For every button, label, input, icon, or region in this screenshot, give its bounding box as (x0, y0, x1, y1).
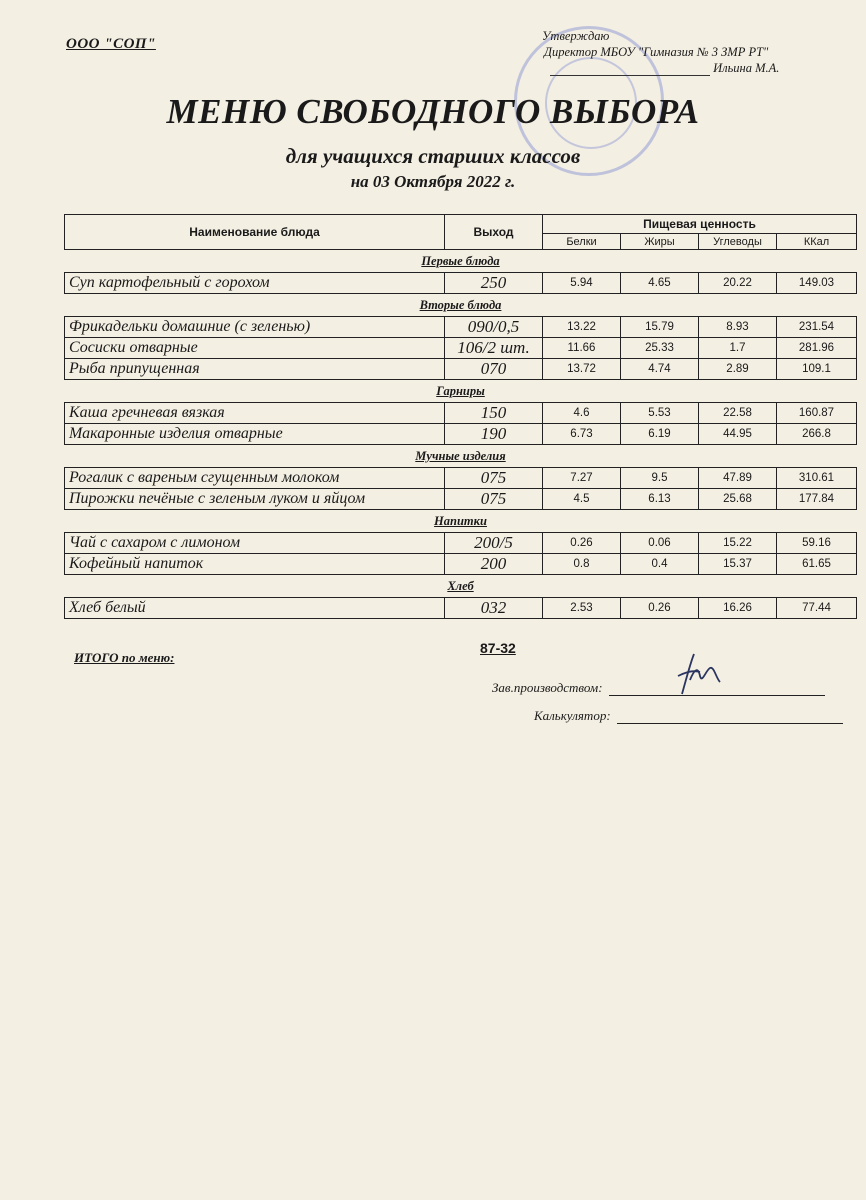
page-subtitle: для учащихся старших классов (285, 144, 581, 168)
dish-output: 190 (445, 424, 543, 445)
dish-protein: 11.66 (543, 338, 621, 359)
dish-kcal: 160.87 (777, 403, 857, 424)
dish-kcal: 177.84 (777, 489, 857, 510)
dish-protein: 0.8 (543, 554, 621, 575)
dish-name: Каша гречневая вязкая (65, 403, 445, 424)
dish-kcal: 149.03 (777, 273, 857, 294)
section-header (65, 380, 857, 403)
table-row (65, 554, 857, 575)
dish-fat: 4.74 (621, 359, 699, 380)
section-header (65, 294, 857, 317)
section-header (65, 445, 857, 468)
dish-fat: 0.06 (621, 533, 699, 554)
dish-fat: 5.53 (621, 403, 699, 424)
dish-output: 075 (445, 489, 543, 510)
dish-carbs: 2.89 (699, 359, 777, 380)
table-row (65, 598, 857, 619)
dish-protein: 4.5 (543, 489, 621, 510)
menu-table (64, 214, 857, 619)
dish-protein: 7.27 (543, 468, 621, 489)
calculator-signature (534, 708, 843, 724)
dish-output: 032 (445, 598, 543, 619)
signature-line (617, 723, 843, 724)
table-row (65, 533, 857, 554)
production-head-signature (492, 680, 825, 696)
section-title: Мучные изделия (415, 448, 506, 463)
section-title: Вторые блюда (419, 297, 502, 312)
header-nutrition: Пищевая ценность (543, 215, 857, 234)
dish-carbs: 8.93 (699, 317, 777, 338)
dish-fat: 4.65 (621, 273, 699, 294)
dish-fat: 0.4 (621, 554, 699, 575)
approval-block (542, 28, 779, 76)
dish-kcal: 109.1 (777, 359, 857, 380)
table-row (65, 489, 857, 510)
dish-output: 106/2 шт. (445, 338, 543, 359)
dish-protein: 4.6 (543, 403, 621, 424)
dish-carbs: 20.22 (699, 273, 777, 294)
dish-name: Пирожки печёные с зеленым луком и яйцом (65, 489, 445, 510)
dish-output: 200 (445, 554, 543, 575)
dish-protein: 13.72 (543, 359, 621, 380)
approval-director: Директор МБОУ "Гимназия № 3 ЗМР РТ" (544, 45, 769, 59)
menu-date: на 03 Октября 2022 г. (350, 172, 516, 191)
dish-fat: 6.13 (621, 489, 699, 510)
approval-signature-line (550, 75, 710, 76)
dish-carbs: 15.37 (699, 554, 777, 575)
section-header (65, 250, 857, 273)
dish-fat: 0.26 (621, 598, 699, 619)
dish-fat: 15.79 (621, 317, 699, 338)
dish-output: 075 (445, 468, 543, 489)
dish-kcal: 61.65 (777, 554, 857, 575)
dish-protein: 2.53 (543, 598, 621, 619)
table-row (65, 317, 857, 338)
approval-name: Ильина М.А. (713, 61, 780, 75)
section-title: Хлеб (447, 578, 474, 593)
dish-kcal: 266.8 (777, 424, 857, 445)
section-header (65, 575, 857, 598)
dish-output: 200/5 (445, 533, 543, 554)
header-protein: Белки (543, 234, 621, 250)
calculator-label: Калькулятор: (534, 708, 611, 723)
dish-kcal: 77.44 (777, 598, 857, 619)
dish-name: Рыба припущенная (65, 359, 445, 380)
table-row (65, 403, 857, 424)
approval-line: Утверждаю (542, 29, 610, 43)
dish-protein: 13.22 (543, 317, 621, 338)
dish-fat: 25.33 (621, 338, 699, 359)
organization-name: ООО "СОП" (66, 36, 156, 52)
total-label: ИТОГО по меню: (74, 650, 175, 665)
header-fat: Жиры (621, 234, 699, 250)
dish-name: Кофейный напиток (65, 554, 445, 575)
dish-carbs: 16.26 (699, 598, 777, 619)
dish-fat: 6.19 (621, 424, 699, 445)
dish-carbs: 1.7 (699, 338, 777, 359)
dish-name: Фрикадельки домашние (с зеленью) (65, 317, 445, 338)
table-row (65, 338, 857, 359)
table-row (65, 424, 857, 445)
section-title: Напитки (434, 513, 487, 528)
dish-protein: 0.26 (543, 533, 621, 554)
dish-carbs: 47.89 (699, 468, 777, 489)
handwritten-signature-icon (660, 650, 730, 698)
section-header (65, 510, 857, 533)
header-dish-name: Наименование блюда (65, 215, 445, 250)
dish-output: 250 (445, 273, 543, 294)
dish-name: Сосиски отварные (65, 338, 445, 359)
dish-fat: 9.5 (621, 468, 699, 489)
section-title: Гарниры (436, 383, 485, 398)
table-row (65, 273, 857, 294)
dish-output: 090/0,5 (445, 317, 543, 338)
header-kcal: ККал (777, 234, 857, 250)
dish-name: Макаронные изделия отварные (65, 424, 445, 445)
dish-kcal: 59.16 (777, 533, 857, 554)
production-head-label: Зав.производством: (492, 680, 603, 695)
dish-carbs: 44.95 (699, 424, 777, 445)
dish-protein: 5.94 (543, 273, 621, 294)
dish-kcal: 231.54 (777, 317, 857, 338)
dish-protein: 6.73 (543, 424, 621, 445)
dish-carbs: 25.68 (699, 489, 777, 510)
dish-name: Рогалик с вареным сгущенным молоком (65, 468, 445, 489)
dish-kcal: 310.61 (777, 468, 857, 489)
page-title: МЕНЮ СВОБОДНОГО ВЫБОРА (166, 92, 700, 131)
dish-carbs: 22.58 (699, 403, 777, 424)
table-row (65, 468, 857, 489)
dish-kcal: 281.96 (777, 338, 857, 359)
total-value: 87-32 (480, 640, 516, 656)
header-output: Выход (445, 215, 543, 250)
dish-name: Чай с сахаром с лимоном (65, 533, 445, 554)
dish-name: Хлеб белый (65, 598, 445, 619)
dish-output: 150 (445, 403, 543, 424)
header-carbs: Углеводы (699, 234, 777, 250)
dish-output: 070 (445, 359, 543, 380)
table-row (65, 359, 857, 380)
dish-name: Суп картофельный с горохом (65, 273, 445, 294)
dish-carbs: 15.22 (699, 533, 777, 554)
section-title: Первые блюда (421, 253, 500, 268)
